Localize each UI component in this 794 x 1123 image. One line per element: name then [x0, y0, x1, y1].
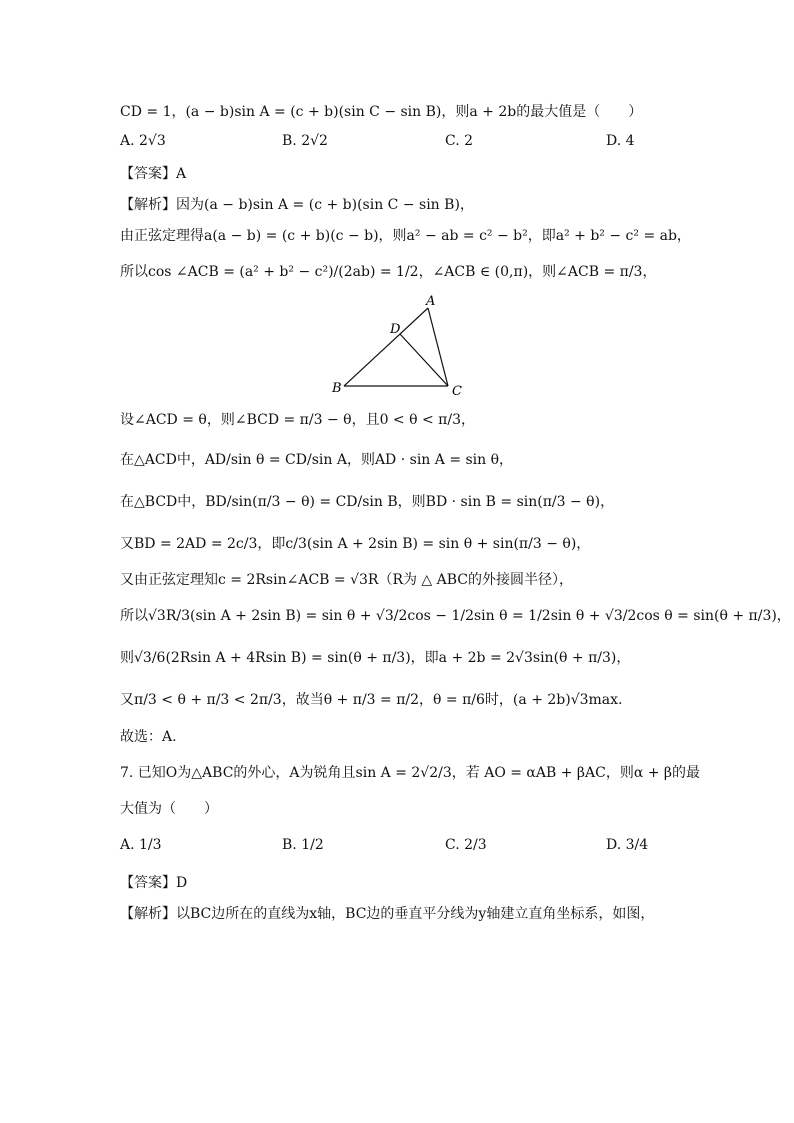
choice-c: C. 2 [445, 133, 474, 149]
problem-6-choices [120, 133, 680, 153]
problem-6-stem: CD = 1，(a − b)sin A = (c + b)(sin C − sin B)，则a + 2b的最大值是（ ） [120, 104, 643, 120]
choice-b: B. 1/2 [282, 837, 324, 853]
solution-6-conclusion: 故选：A. [120, 729, 177, 745]
problem-7-stem-line-1: 7. 已知O为△ABC的外心，A为锐角且sin A = 2√2/3，若 AO = αAB + βAC，则α + β的最 [120, 765, 701, 781]
choice-c: C. 2/3 [445, 837, 487, 853]
answer-6: 【答案】A [120, 166, 187, 182]
label-d: D [390, 322, 401, 337]
choice-a: A. 1/3 [120, 837, 162, 853]
solution-6-line-2: 由正弦定理得a(a − b) = (c + b)(c − b)，则a² − ab = c² − b²，即a² + b² − c² = ab， [120, 228, 691, 244]
solution-6-line-10: 则√3/6(2Rsin A + 4Rsin B) = sin(θ + π/3)，即a + 2b = 2√3sin(θ + π/3)， [120, 650, 631, 666]
solution-6-line-11: 又π/3 < θ + π/3 < 2π/3，故当θ + π/3 = π/2，θ = π/6时，(a + 2b)√3max. [120, 692, 623, 708]
solution-6-line-5: 在△ACD中，AD/sin θ = CD/sin A，则AD · sin A = sin θ， [120, 452, 514, 468]
choice-d: D. 3/4 [606, 837, 649, 853]
choice-b: B. 2√2 [282, 133, 328, 149]
solution-7-line-1: 【解析】以BC边所在的直线为x轴，BC边的垂直平分线为y轴建立直角坐标系，如图， [120, 906, 655, 922]
solution-6-line-1: 【解析】因为(a − b)sin A = (c + b)(sin C − sin B)， [120, 197, 474, 213]
label-c: C [452, 384, 462, 399]
solution-6-line-3: 所以cos ∠ACB = (a² + b² − c²)/(2ab) = 1/2，∠ACB ∈ (0,π)，则∠ACB = π/3， [120, 264, 657, 280]
triangle-figure [330, 292, 470, 400]
solution-6-line-9: 所以√3R/3(sin A + 2sin B) = sin θ + √3/2cos − 1/2sin θ = 1/2sin θ + √3/2cos θ = sin(θ + π/3)， [120, 608, 791, 624]
solution-6-line-7: 又BD = 2AD = 2c/3，即c/3(sin A + 2sin B) = sin θ + sin(π/3 − θ)， [120, 536, 591, 552]
solution-6-line-4: 设∠ACD = θ，则∠BCD = π/3 − θ，且0 < θ < π/3， [120, 412, 475, 428]
choice-d: D. 4 [606, 133, 635, 149]
solution-6-line-6: 在△BCD中，BD/sin(π/3 − θ) = CD/sin B，则BD · sin B = sin(π/3 − θ)， [120, 494, 615, 510]
choice-a: A. 2√3 [120, 133, 166, 149]
problem-7-stem-line-2: 大值为（ ） [120, 801, 218, 817]
solution-6-line-8: 又由正弦定理知c = 2Rsin∠ACB = √3R（R为 △ ABC的外接圆半径）， [120, 572, 574, 588]
answer-7: 【答案】D [120, 875, 188, 891]
label-b: B [332, 381, 342, 396]
label-a: A [426, 294, 436, 309]
problem-7-choices [120, 837, 680, 857]
